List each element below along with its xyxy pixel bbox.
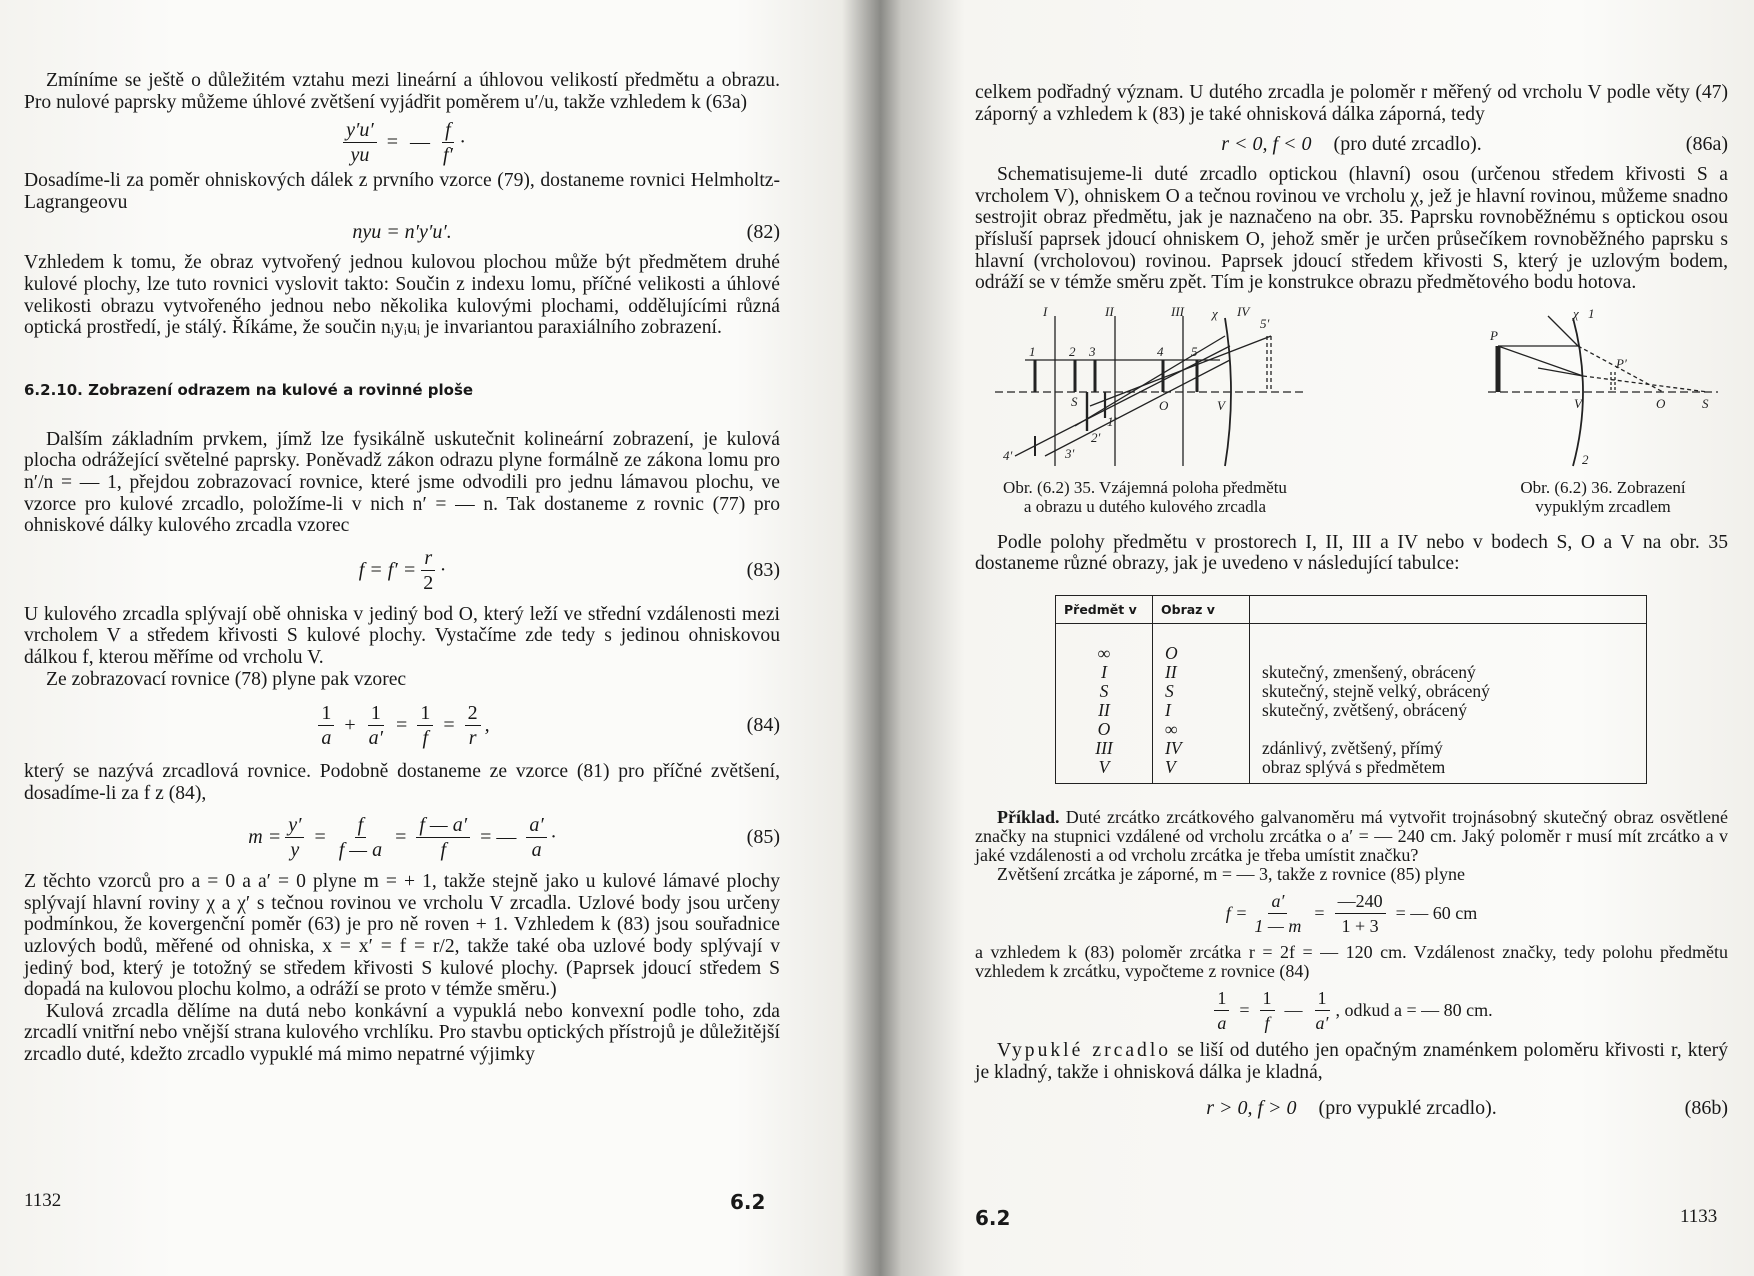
figure-36 bbox=[1478, 306, 1728, 516]
fig35-label: S bbox=[1071, 393, 1078, 409]
fig35-label: 1′ bbox=[1107, 413, 1117, 429]
fig35-label: III bbox=[1171, 305, 1184, 319]
fig36-label: V bbox=[1574, 395, 1582, 411]
fig36-label: P′ bbox=[1616, 355, 1627, 371]
paragraph: Zmíníme se ještě o důležitém vztahu mezi lineární a úhlovou velikostí předmětu a obrazu. Pro nulové paprsky můžeme úhlové zvětšení vyjádřit poměrem u′/u, takže vzhledem k (63a) bbox=[24, 70, 780, 113]
chapter-marker: 6.2 bbox=[975, 1206, 1011, 1230]
fig36-label: 2 bbox=[1582, 451, 1589, 467]
paragraph: Schematisujeme-li duté zrcadlo optickou (hlavní) osou (určenou středem křivosti S a vrcholem V), ohniskem O a tečnou rovinou ve vrcholu χ, jež je hlavní rovinou, můžeme snadno sestrojit obraz předmětu, jak je naznačeno na obr. 35. Paprsku rovnoběžnému s optickou osou přísluší paprsek jdoucí ohniskem O, jehož směr je určen průsečíkem rovnoběžného paprsku s hlavní (vrcholovou) rovinou. Paprsek jdoucí středem křivosti S, který je uzlovým bodem, odráží se v témže směru zpět. Tím je konstrukce obrazu předmětového bodu hotova. bbox=[975, 164, 1728, 294]
fig35-label: 2′ bbox=[1091, 429, 1101, 445]
equation-85: m = $\frac{y'}{y}$ = $\frac{f}{f — a}$ = $\frac{f — a'}{f}$ = — $\frac{a'}{a}$ · (85) bbox=[248, 814, 780, 862]
fig35-label: 4 bbox=[1157, 343, 1164, 359]
table-col-object: ∞ I S II O III V bbox=[1095, 642, 1113, 777]
paragraph: U kulového zrcadla splývají obě ohniska v jediný bod O, který leží ve střední vzdálenosti mezi vrcholem V a středem křivosti S kulové plochy. Vystačíme zde tedy s jedinou ohniskovou dálkou f, kterou měříme od vrcholu V. bbox=[24, 603, 780, 668]
equation-84: $\frac{1}{a}$ + $\frac{1}{a'}$ = $\frac{1}{f}$ = $\frac{2}{r}$ , (84) bbox=[24, 702, 780, 749]
paragraph: celkem podřadný význam. U dutého zrcadla je poloměr r měřený od vrcholu V podle věty (47) záporný a vzhledem k (83) je také ohnisková dálka záporná, tedy bbox=[975, 82, 1728, 125]
fig35-label: I bbox=[1043, 305, 1048, 319]
equation-focal: f = $\frac{a'}{1 — m}$ = $\frac{—240}{1 + 3}$ = — 60 cm bbox=[1225, 890, 1478, 936]
equation-distance: $\frac{1}{a}$ = $\frac{1}{f}$ — $\frac{1}{a'}$ , odkud a = — 80 cm. bbox=[975, 987, 1728, 1034]
fig35-label: 2 bbox=[1069, 343, 1076, 359]
paragraph: Podle polohy předmětu v prostorech I, II, III a IV nebo v bodech S, O a V na obr. 35 dostaneme různé obrazy, jak je uvedeno v následující tabulce: bbox=[975, 531, 1728, 575]
table-header bbox=[1250, 595, 1647, 623]
paragraph: Ze zobrazovací rovnice (78) plyne pak vzorec bbox=[46, 668, 407, 690]
equation-86b: r > 0, f > 0 (pro vypuklé zrcadlo). (86b) bbox=[1206, 1097, 1728, 1120]
section-heading: 6.2.10. Zobrazení odrazem na kulové a rovinné ploše bbox=[24, 380, 474, 399]
fig35-label: 1 bbox=[1029, 343, 1036, 359]
figure-caption: Obr. (6.2) 35. Vzájemná poloha předmětu a obrazu u dutého kulového zrcadla bbox=[1003, 477, 1287, 516]
page-number: 1133 bbox=[1680, 1206, 1718, 1227]
fig35-label: II bbox=[1105, 305, 1114, 319]
equation-82: nyu = n′y′u′. (82) bbox=[352, 221, 780, 244]
table-col-description: skutečný, zmenšený, obrácený skutečný, stejně velký, obrácený skutečný, zvětšený, obrácený zdánlivý, zvětšený, přímý obraz splývá s předmětem bbox=[1250, 623, 1647, 783]
convex-mirror-diagram bbox=[1478, 306, 1728, 476]
fig35-label: 5′ bbox=[1260, 315, 1270, 331]
fig35-label: 3′ bbox=[1065, 445, 1075, 461]
figures-row bbox=[975, 306, 1728, 516]
paragraph: který se nazývá zrcadlová rovnice. Podobně dostaneme ze vzorce (81) pro příčné zvětšení, dosadíme-li za f z (84), bbox=[24, 761, 780, 804]
paragraph: a vzhledem k (83) poloměr zrcátka r = 2f = — 120 cm. Vzdálenost značky, tedy polohu předmětu vzhledem k zrcátku, vypočteme z rovnice (84) bbox=[975, 941, 1728, 981]
left-page bbox=[0, 0, 875, 1276]
concave-mirror-diagram bbox=[975, 306, 1315, 476]
paragraph: Kulová zrcadla dělíme na dutá nebo konkávní a vypuklá nebo konvexní podle toho, zda zrcadlí vnitřní nebo vnější strana kulového vrchlíku. Pro stavbu optických přístrojů je důležitější zrcadlo duté, kdežto zrcadlo vypuklé má mimo nepatrné výjimky bbox=[24, 1000, 780, 1066]
equation-83: f = f′ = $\frac{r}{2}$ · (83) bbox=[358, 546, 780, 594]
images-table bbox=[1055, 595, 1647, 784]
table-header: Obraz v bbox=[1153, 595, 1250, 623]
fig36-label: O bbox=[1656, 395, 1666, 411]
right-page bbox=[885, 0, 1754, 1276]
fig35-label: V bbox=[1217, 397, 1225, 413]
fig36-label: 1 bbox=[1588, 305, 1595, 321]
paragraph: Vzhledem k tomu, že obraz vytvořený jednou kulovou plochou může být předmětem druhé kulové plochy, lze tuto rovnici vyslovit takto: Součin z indexu lomu, příčné velikosti a úhlové velikosti obrazu vytvořeného jednou nebo několika kulovými plochami, oddělujícími různá optická prostředí, je stálý. Říkáme, že součin nᵢyᵢuᵢ je invariantou paraxiálního zobrazení. bbox=[24, 252, 780, 339]
paragraph: Dosadíme-li za poměr ohniskových dálek z prvního vzorce (79), dostaneme rovnici Helmholtz-Lagrangeovu bbox=[24, 170, 780, 213]
paragraph: Dalším základním prvkem, jímž lze fysikálně uskutečnit kolineární zobrazení, je kulová plocha odrážející světelné paprsky. Poněvadž zákon odrazu plyne formálně ze zákona lomu pro n′/n = — 1, přejdou zobrazovací rovnice, které jsme odvodili pro jednu lámavou plochu, ve vzorce pro kulové zrcadlo, položíme-li v nich n′ = — n. Tak dostaneme z rovnic (77) pro ohniskové dálky kulového zrcadla vzorec bbox=[24, 428, 780, 537]
equation-86a: r < 0, f < 0 (pro duté zrcadlo). (86a) bbox=[1221, 133, 1728, 156]
paragraph: Z těchto vzorců pro a = 0 a a′ = 0 plyne m = + 1, takže stejně jako u kulové lámavé plochy splývají hlavní roviny χ a χ′ s tečnou rovinou ve vrcholu V zrcadla. Uzlové body jsou určeny podmínkou, že kovergenční poměr (63) je pro ně roven + 1. Vzhledem k (83) jsou souřadnice uzlových bodů, měřené od ohniska, x = x′ = f = r/2, takže také oba uzlové body splývají v jediný bod, který je totožný se středem křivosti S kulové plochy. (Paprsek jdoucí středem S dopadá na kulovou plochu kolmo, a odráží se proto v témže směru.) bbox=[24, 871, 780, 1001]
fig35-label: χ bbox=[1212, 305, 1218, 321]
fig36-label: P bbox=[1490, 327, 1498, 343]
fig35-label: 3 bbox=[1089, 343, 1096, 359]
figure-caption: Obr. (6.2) 36. Zobrazení vypuklým zrcadlem bbox=[1520, 477, 1686, 516]
fig35-label: O bbox=[1159, 397, 1169, 413]
fig35-label: 4′ bbox=[1003, 447, 1013, 463]
figure-35 bbox=[975, 306, 1315, 516]
fig35-label: 5 bbox=[1191, 343, 1198, 359]
table-header: Předmět v bbox=[1056, 595, 1153, 623]
chapter-marker: 6.2 bbox=[730, 1190, 766, 1214]
fig36-label: S bbox=[1702, 395, 1709, 411]
example-paragraph: Příklad. Duté zrcátko zrcátkového galvanoměru má vytvořit trojnásobný skutečný obraz osvětlené značky na stupnici vzdálené od vrcholu zrcátka o a′ = — 240 cm. Jaký poloměr r musí mít zrcátko a v jaké vzdálenosti a od vrcholu zrcátka je třeba umístit značku? bbox=[975, 806, 1729, 865]
fig36-label: χ bbox=[1573, 305, 1579, 321]
paragraph: Zvětšení zrcátka je záporné, m = — 3, takže z rovnice (85) plyne bbox=[997, 863, 1465, 884]
table-col-image: O II S I ∞ IV V bbox=[1153, 623, 1250, 783]
paragraph: Vypuklé zrcadlo se liší od dutého jen opačným znaménkem poloměru křivosti r, který je kladný, takže i ohnisková dálka je kladná, bbox=[975, 1039, 1728, 1083]
fig35-label: IV bbox=[1237, 305, 1250, 319]
equation-angular: $\frac{y'u'}{yu}$ = — $\frac{f}{f'}$ · bbox=[24, 119, 780, 166]
page-number: 1132 bbox=[24, 1190, 62, 1211]
